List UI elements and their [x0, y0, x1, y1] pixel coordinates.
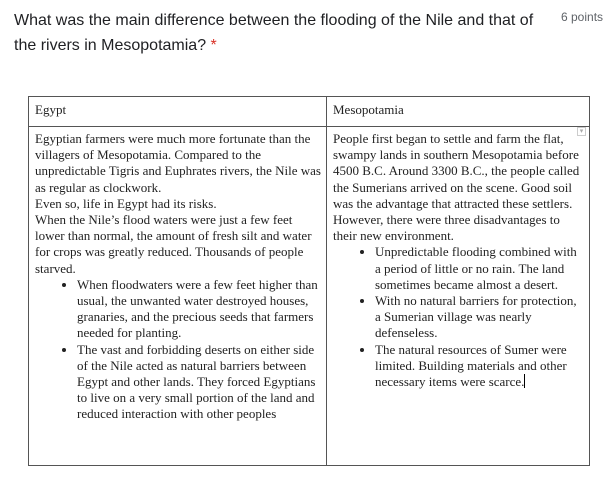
- egypt-bullet-list: [35, 277, 321, 423]
- mesopotamia-bullet-text: The natural resources of Sumer were limited. Building materials and other necessary items were scarce.: [375, 341, 567, 390]
- header-mesopotamia: Mesopotamia: [333, 102, 404, 117]
- column-divider: [326, 97, 327, 465]
- egypt-paragraph: When the Nile’s flood waters were just a few feet lower than normal, the amount of fresh silt and water for crops was greatly reduced. Thousands of people starved.: [35, 212, 312, 276]
- egypt-bullet: • When floodwaters were a few feet higher than usual, the unwanted water destroyed houses, granaries, and the precious seeds that farmers needed for planting.: [77, 277, 321, 342]
- mesopotamia-bullet-last: [375, 342, 585, 391]
- mesopotamia-bullet: • Unpredictable flooding combined with a period of little or no rain. The land sometimes became almost a desert.: [375, 244, 585, 293]
- question-text: What was the main difference between the flooding of the Nile and that of the rivers in Mesopotamia?: [14, 12, 534, 54]
- egypt-paragraph: Egyptian farmers were much more fortunate than the villagers of Mesopotamia. Compared to the unpredictable Tigris and Euphrates rivers, the Nile was as regular as clockwork.: [35, 131, 321, 195]
- egypt-cell: [35, 131, 321, 423]
- mesopotamia-bullet: • With no natural barriers for protection, a Sumerian village was nearly defenseless.: [375, 293, 585, 342]
- required-marker: *: [210, 37, 217, 54]
- egypt-paragraph: Even so, life in Egypt had its risks.: [35, 195, 217, 211]
- resize-handle-icon[interactable]: ▾: [577, 127, 586, 136]
- mesopotamia-bullet-list: [333, 244, 585, 390]
- egypt-bullet: • The vast and forbidding deserts on either side of the Nile acted as natural barriers between Egypt and other lands. They forced Egyptians to live on a very small portion of the land and reduced interaction with other peoples: [77, 342, 321, 423]
- comparison-table-image: [28, 96, 590, 466]
- text-cursor: [524, 374, 525, 388]
- mesopotamia-cell: [333, 131, 585, 390]
- question-title: [14, 8, 549, 58]
- mesopotamia-paragraph: People first began to settle and farm the flat, swampy lands in southern Mesopotamia before 4500 B.C. Around 3300 B.C., the people called the Sumerians arrived on the scene. Good soil was the advantage that attracted these settlers. However, there were three disadvantages to their new environment.: [333, 131, 580, 244]
- question-points: 6 points: [561, 10, 604, 24]
- header-egypt: Egypt: [35, 102, 67, 117]
- row-divider: [29, 126, 589, 127]
